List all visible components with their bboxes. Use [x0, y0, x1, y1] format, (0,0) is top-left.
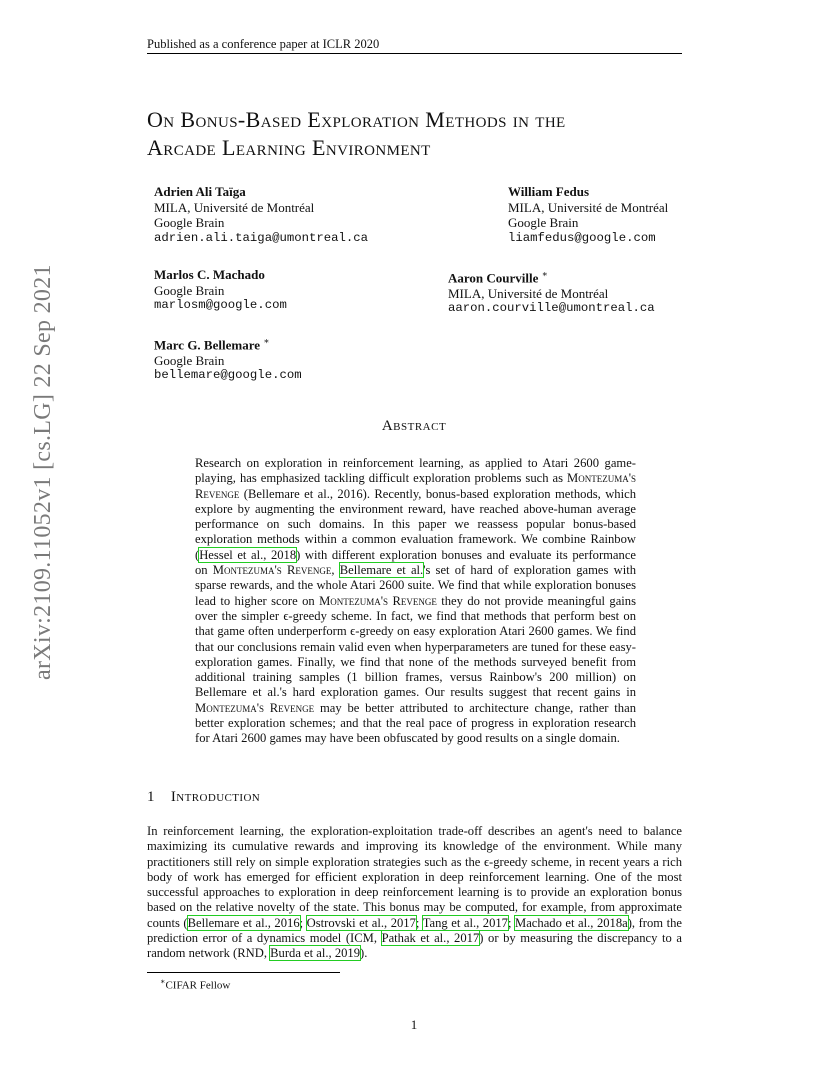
author-name: Aaron Courville	[448, 270, 539, 286]
footnote-marker: ∗	[160, 977, 166, 986]
citation-link[interactable]: Ostrovski et al., 2017	[306, 915, 416, 930]
author-block-bellemare	[154, 334, 302, 384]
author-email: marlosm@google.com	[154, 298, 287, 312]
author-affiliation: Google Brain	[154, 352, 225, 368]
author-block-courville	[448, 267, 655, 317]
intro-paragraph: In reinforcement learning, the exploration-exploitation trade-off describes an agent's need to balance maximizing its cumulative rewards and improving its knowledge of the environment. While many practitioners still rely on simple exploration strategies such as the ϵ-greedy scheme, in recent years a rich body of work has emerged for efficient exploration in deep reinforcement learning. One of the most successful approaches to exploration in deep reinforcement learning is to provide an exploration bonus based on the relative novelty of the state. This bonus may be computed, for example, from approximate counts (Bellemare et al., 2016; Ostrovski et al., 2017; Tang et al., 2017; Machado et al., 2018a), from the prediction error of a dynamics model (ICM, Pathak et al., 2017) or by measuring the discrepancy to a random network (RND, Burda et al., 2019).	[147, 824, 682, 961]
running-header: Published as a conference paper at ICLR 2020	[147, 37, 380, 51]
abstract-body: Research on exploration in reinforcement learning, as applied to Atari 2600 game-playing, has emphasized tackling difficult exploration problems such as Montezuma's Revenge (Bellemare et al., 2016). Recently, bonus-based exploration methods, which explore by augmenting the environment reward, have reached above-human average performance on such domains. In this paper we reassess popular bonus-based exploration methods within a common evaluation framework. We combine Rainbow (Hessel et al., 2018) with different exploration bonuses and evaluate its performance on Montezuma's Revenge, Bellemare et al.'s set of hard of exploration games with sparse rewards, and the whole Atari 2600 suite. We find that while exploration bonuses lead to higher score on Montezuma's Revenge they do not provide meaningful gains over the simpler ϵ-greedy scheme. In fact, we find that methods that perform best on that game often underperform ϵ-greedy on easy exploration Atari 2600 games. We find that our conclusions remain valid even when hyperparameters are tuned for these easy-exploration games. Finally, we find that none of the methods surveyed benefit from additional training samples (1 billion frames, versus Rainbow's 200 million) on Bellemare et al.'s hard exploration games. Our results suggest that recent gains in Montezuma's Revenge may be better attributed to architecture change, rather than better exploration schemes; and that the real pace of progress in exploration research for Atari 2600 games may have been obfuscated by good results on a single domain.	[195, 456, 637, 746]
citation-link[interactable]: Hessel et al., 2018	[199, 547, 297, 562]
author-email: aaron.courville@umontreal.ca	[448, 301, 655, 316]
footnote-text: CIFAR Fellow	[165, 979, 231, 992]
author-name: William Fedus	[508, 184, 590, 199]
author-name: Marc G. Bellemare	[154, 337, 261, 353]
title-line-1: On Bonus-Based Exploration Methods in the	[147, 107, 566, 132]
author-affiliation: MILA, Université de Montréal	[448, 285, 609, 301]
author-block-machado	[154, 267, 287, 314]
author-name: Adrien Ali Taïga	[154, 184, 246, 199]
author-email: liamfedus@google.com	[508, 230, 656, 245]
footnote-rule	[147, 972, 340, 973]
title-line-2: Arcade Learning Environment	[147, 135, 431, 160]
author-name: Marlos C. Machado	[154, 267, 265, 282]
citation-link[interactable]: Bellemare et al., 2016	[187, 915, 300, 930]
section-number: 1	[147, 789, 155, 805]
page-number: 1	[410, 1017, 418, 1032]
footnote-marker: ∗	[263, 336, 270, 346]
arxiv-stamp: arXiv:2109.11052v1 [cs.LG] 22 Sep 2021	[30, 264, 56, 680]
citation-link[interactable]: Burda et al., 2019	[270, 946, 361, 961]
citation-link[interactable]: Bellemare et al.	[339, 563, 424, 578]
game-name: Montezuma's Revenge	[319, 593, 437, 608]
section-title: Introduction	[170, 789, 261, 805]
paper-title	[147, 106, 707, 162]
citation-link[interactable]: Machado et al., 2018a	[515, 915, 628, 930]
author-affiliation: MILA, Université de Montréal	[154, 199, 315, 215]
game-name: Montezuma's Revenge	[195, 471, 636, 501]
author-email: adrien.ali.taiga@umontreal.ca	[154, 230, 369, 245]
abstract-heading: Abstract	[381, 418, 447, 434]
author-affiliation: Google Brain	[154, 215, 225, 230]
footnote	[160, 977, 230, 992]
header-rule	[147, 53, 682, 54]
citation-link[interactable]: Pathak et al., 2017	[381, 931, 480, 946]
author-affiliation: MILA, Université de Montréal	[508, 199, 669, 215]
author-block-taiga	[154, 184, 368, 246]
citation-link[interactable]: Tang et al., 2017	[422, 915, 508, 930]
footnote-marker: ∗	[541, 269, 548, 279]
game-name: Montezuma's Revenge	[195, 700, 315, 715]
author-block-fedus	[508, 184, 668, 246]
game-name: Montezuma's Revenge	[212, 563, 332, 578]
author-affiliation: Google Brain	[508, 215, 579, 230]
author-email: bellemare@google.com	[154, 368, 302, 383]
section-heading	[147, 789, 260, 806]
author-affiliation: Google Brain	[154, 282, 225, 298]
